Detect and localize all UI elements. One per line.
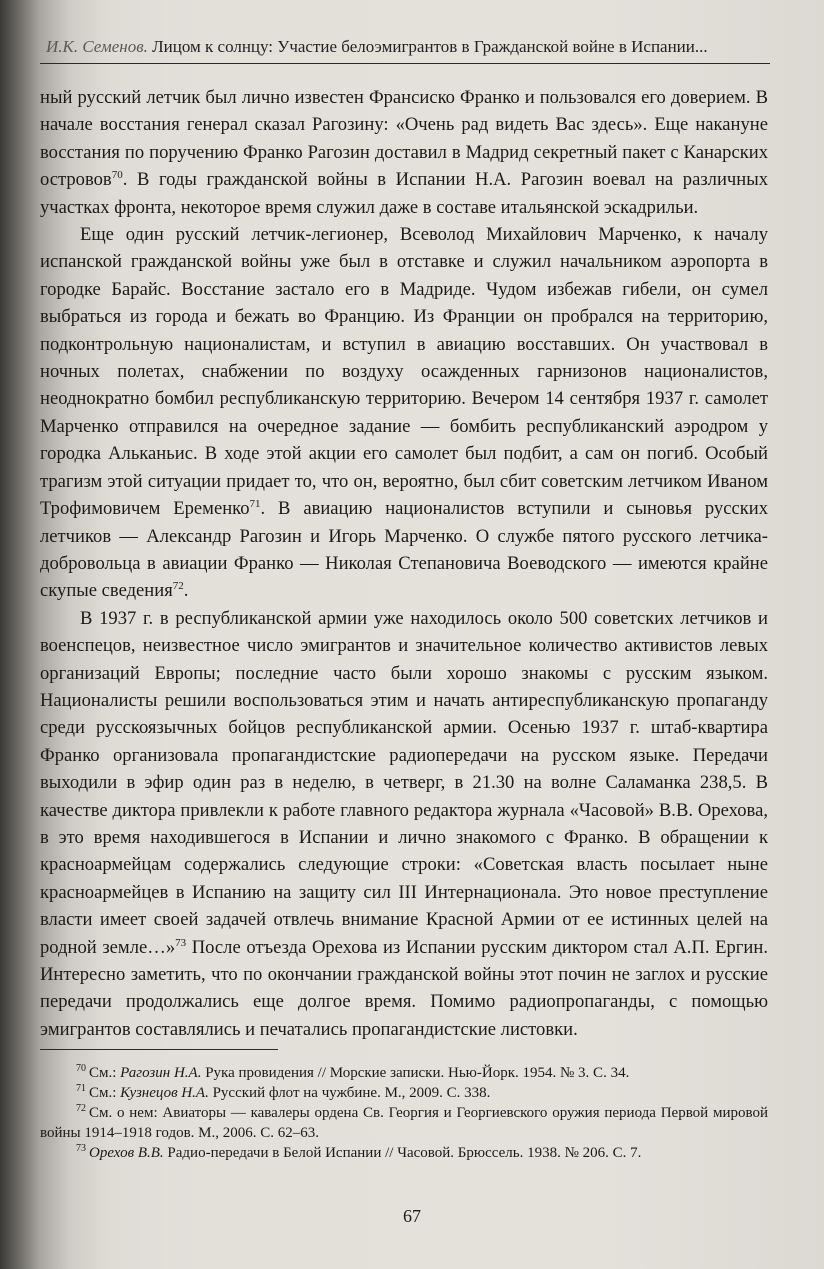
- footnote-ref[interactable]: 70: [111, 169, 123, 182]
- footnote-ref[interactable]: 72: [172, 580, 184, 593]
- header-rule: [40, 63, 770, 64]
- footnote: [40, 1083, 768, 1103]
- footnote-author: Кузнецов Н.А.: [120, 1085, 209, 1101]
- paragraph-text: . В годы гражданской войны в Испании Н.А. Рагозин воевал на различных участках фронта, некоторое время служил даже в составе итальянской эскадрильи.: [40, 169, 768, 218]
- running-head-title: Лицом к солнцу: Участие белоэмигрантов в Гражданской войне в Испании...: [152, 37, 708, 56]
- paragraph-text: .: [183, 580, 189, 602]
- footnote-text: Рука провидения // Морские записки. Нью-Йорк. 1954. № 3. С. 34.: [201, 1065, 630, 1081]
- paragraph: [40, 605, 768, 1044]
- running-head-author: И.К. Семенов.: [46, 37, 148, 56]
- paragraph-text: В 1937 г. в республиканской армии уже находилось около 500 советских летчиков и военспецов, неизвестное число эмигрантов и значительное количество активистов левых организаций Европы; последние часто были хорошо знакомы с русским языком. Националисты решили воспользоваться этим и начать антиреспубликанскую пропаганду среди русскоязычных бойцов республиканской армии. Осенью 1937 г. штаб-квартира Франко организовала пропагандистские радиопередачи на русском языке. Передачи выходили в эфир один раз в неделю, в четверг, в 21.30 на волне Саламанка 238,5. В качестве диктора привлекли к работе главного редактора журнала «Часовой» В.В. Орехова, в это время находившегося в Испании и лично знакомого с Франко. В обращении к красноармейцам содержались следующие строки: «Советская власть посылает ныне красноармейцев в Испанию на защиту сил III Интернационала. Это новое преступление власти имеет своей задачей отвлечь внимание Красной Армии от ее истинных целей на родной земле…»: [40, 607, 768, 958]
- footnote: [40, 1063, 768, 1083]
- footnote-prefix: См. о нем: Авиаторы — кавалеры ордена Св. Георгия и Георгиевского оружия периода Первой мировой войны 1914–1918 годов. М., 2006. С. 62–63.: [40, 1105, 768, 1141]
- footnote-ref[interactable]: 71: [249, 497, 261, 510]
- footnote-prefix: См.:: [89, 1065, 121, 1081]
- footnote-prefix: См.:: [89, 1085, 121, 1101]
- footnote-number: 71: [76, 1083, 86, 1094]
- footnotes: [40, 1063, 768, 1163]
- paragraph-text: После отъезда Орехова из Испании русским диктором стал А.П. Ергин. Интересно заметить, что по окончании гражданской войны этот почин не заглох и русские передачи продолжались еще долгое время. Помимо радиопропаганды, с помощью эмигрантов составлялись и печатались пропагандистские листовки.: [40, 936, 768, 1040]
- paragraph-text: . В авиацию националистов вступили и сыновья русских летчиков — Александр Рагозин и Игорь Марченко. О службе пятого русского летчика-добровольца в авиации Франко — Николая Степановича Воеводского — имеются крайне скупые сведения: [40, 498, 768, 602]
- footnote-author: Рагозин Н.А.: [120, 1065, 202, 1081]
- paragraph-text: Еще один русский летчик-легионер, Всеволод Михайлович Марченко, к началу испанской гражданской войны уже был в отставке и служил начальником аэропорта в городке Барайс. Восстание застало его в Мадриде. Чудом избежав гибели, он сумел выбраться из города и бежать во Францию. Из Франции он пробрался на территорию, подконтрольную националистам, и вступил в авиацию восставших. Он участвовал в ночных полетах, снабжении по воздуху осажденных гарнизонов националистов, неоднократно бомбил республиканскую территорию. Вечером 14 сентября 1937 г. самолет Марченко отправился на очередное задание — бомбить республиканский аэродром у городка Альканьис. В ходе этой акции его самолет был подбит, а сам он погиб. Особый трагизм этой ситуации придает то, что он, вероятно, был сбит советским летчиком Иваном Трофимовичем Еременко: [40, 224, 768, 520]
- footnote-number: 72: [76, 1103, 86, 1114]
- paragraph-text: ный русский летчик был лично известен Франсиско Франко и пользовался его доверием. В начале восстания генерал сказал Рагозину: «Очень рад видеть Вас здесь». Еще накануне восстания по поручению Франко Рагозин доставил в Мадрид секретный пакет с Канарских островов: [40, 87, 768, 191]
- page-number: 67: [403, 1206, 421, 1226]
- main-text: [40, 84, 768, 1043]
- footnote-rule: [40, 1049, 278, 1050]
- paragraph: [40, 84, 768, 221]
- footnote-author: Орехов В.В.: [89, 1145, 164, 1161]
- footnote: [40, 1143, 768, 1163]
- footnote-number: 70: [76, 1063, 86, 1074]
- running-head: [46, 34, 772, 62]
- footnote-number: 73: [76, 1143, 86, 1154]
- footnote-text: Русский флот на чужбине. М., 2009. С. 338.: [208, 1085, 491, 1101]
- footnote: [40, 1103, 768, 1143]
- footnote-text: Радио-передачи в Белой Испании // Часовой. Брюссель. 1938. № 206. С. 7.: [163, 1145, 642, 1161]
- footnote-ref[interactable]: 73: [175, 936, 187, 949]
- paragraph: [40, 221, 768, 605]
